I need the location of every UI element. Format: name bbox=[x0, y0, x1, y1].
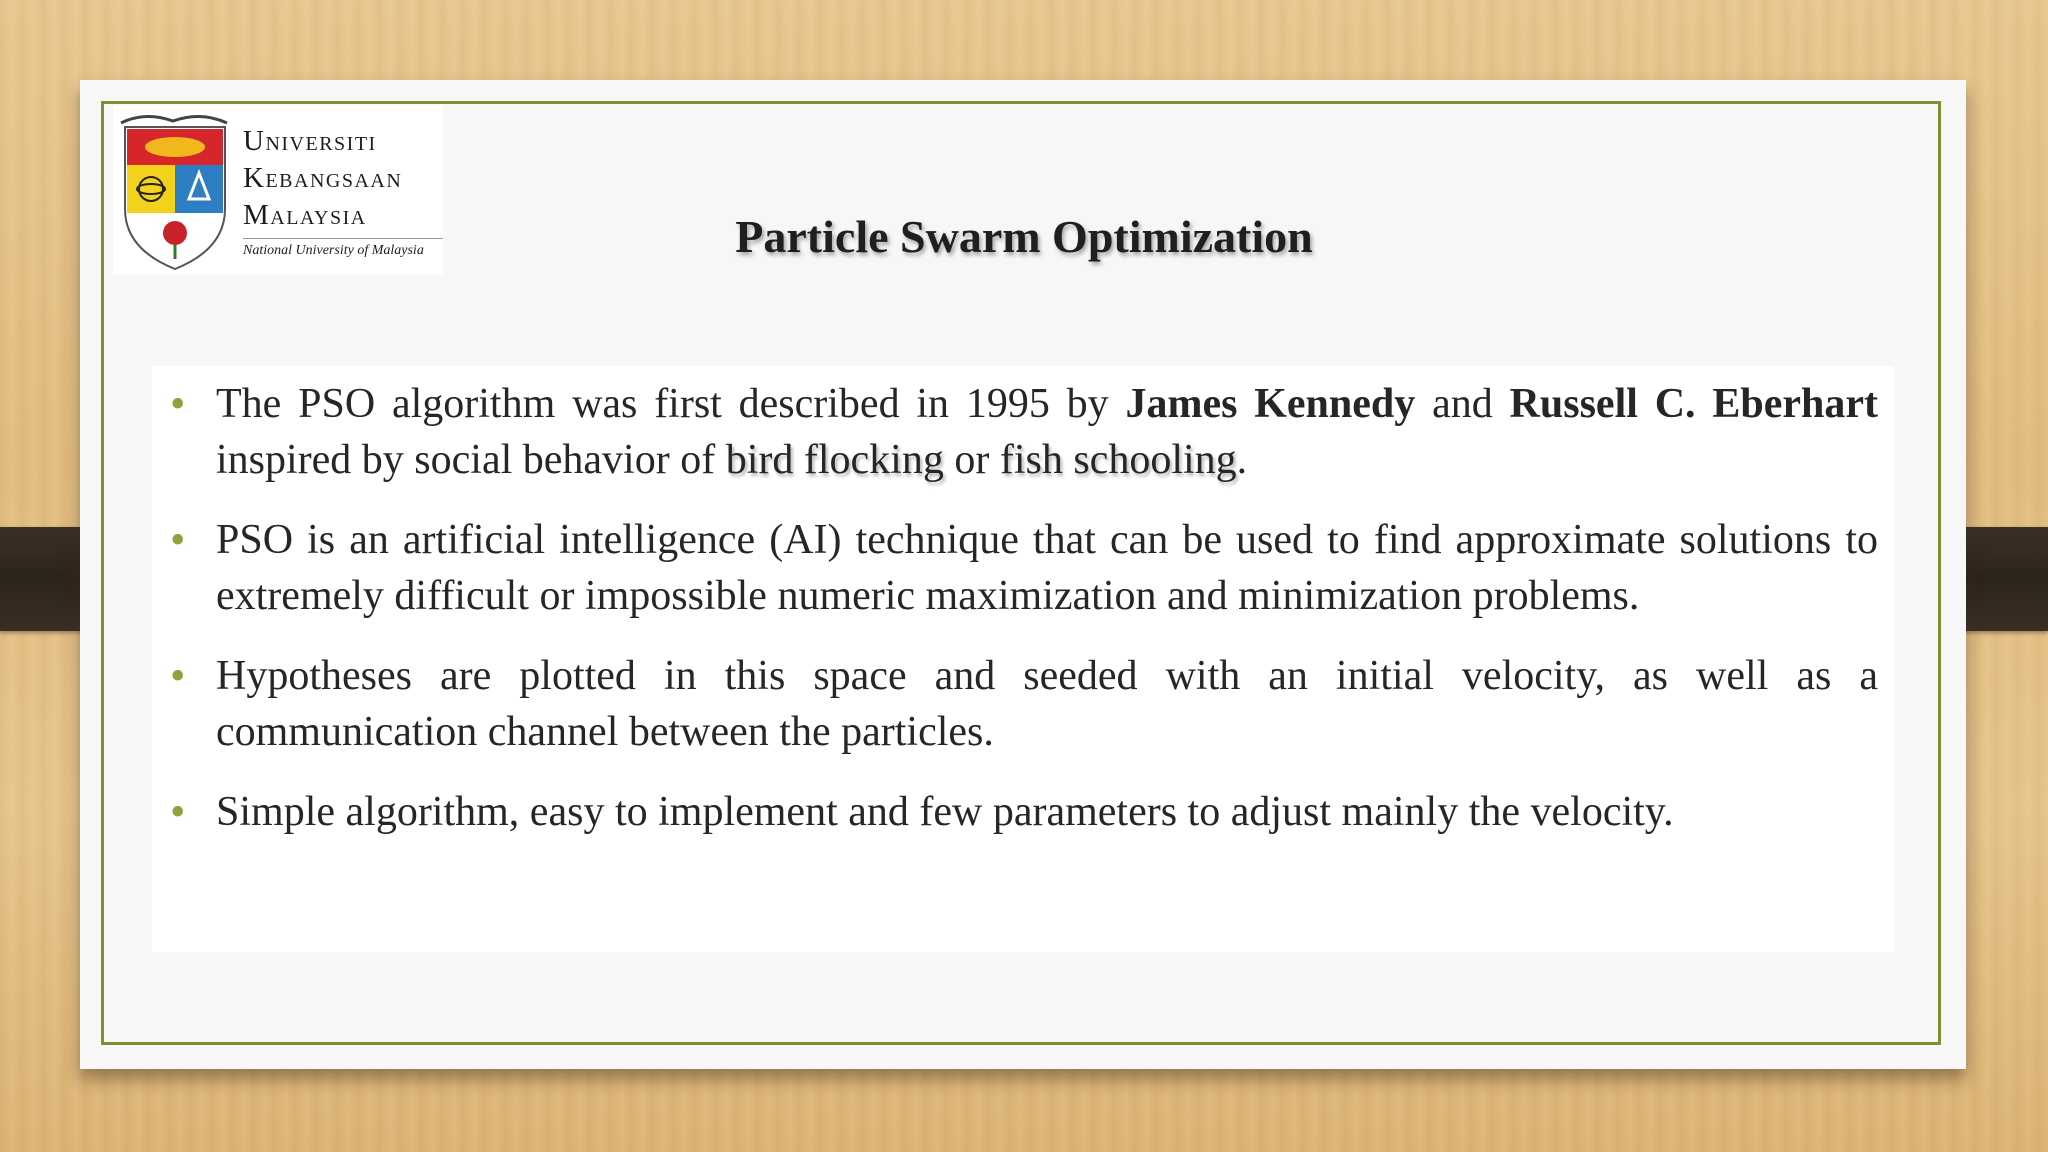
logo-wordmark bbox=[243, 123, 443, 259]
bullet-item bbox=[170, 512, 1878, 624]
bullet-item bbox=[170, 648, 1878, 760]
highlight-text: bird flocking bbox=[725, 437, 944, 483]
bullet-dot-icon: • bbox=[170, 651, 186, 700]
logo-subtitle: National University of Malaysia bbox=[243, 238, 443, 259]
logo-line-1: Universiti bbox=[243, 125, 377, 157]
crest-icon bbox=[115, 109, 235, 275]
bullet-text: . bbox=[1236, 437, 1248, 483]
bullet-dot-icon: • bbox=[170, 379, 186, 428]
bullet-text: Hypotheses are plotted in this space and seeded with an initial velocity, as well as a communication channel between the particles. bbox=[216, 653, 1878, 755]
university-logo bbox=[113, 105, 443, 275]
bullet-text: The PSO algorithm was first described in 1995 by bbox=[216, 381, 1126, 427]
content-box bbox=[152, 366, 1894, 952]
highlight-text: fish schooling bbox=[999, 437, 1237, 483]
bullet-dot-icon: • bbox=[170, 515, 186, 564]
bullet-list bbox=[170, 376, 1878, 864]
bullet-text: inspired by social behavior of bbox=[216, 437, 726, 483]
author-name: James Kennedy bbox=[1125, 381, 1416, 427]
author-name: Russell C. Eberhart bbox=[1509, 381, 1878, 427]
bullet-item bbox=[170, 784, 1878, 840]
bullet-text: Simple algorithm, easy to implement and few parameters to adjust mainly the velocity. bbox=[216, 789, 1674, 835]
logo-line-2: Kebangsaan bbox=[243, 162, 403, 194]
bullet-dot-icon: • bbox=[170, 787, 186, 836]
bullet-text: PSO is an artificial intelligence (AI) technique that can be used to find approximate solutions to extremely difficult or impossible numeric maximization and minimization problems. bbox=[216, 517, 1878, 619]
bullet-text: or bbox=[943, 437, 1000, 483]
bullet-text: and bbox=[1415, 381, 1510, 427]
bullet-item bbox=[170, 376, 1878, 488]
logo-line-3: Malaysia bbox=[243, 199, 367, 231]
slide-title: Particle Swarm Optimization bbox=[735, 211, 1313, 262]
